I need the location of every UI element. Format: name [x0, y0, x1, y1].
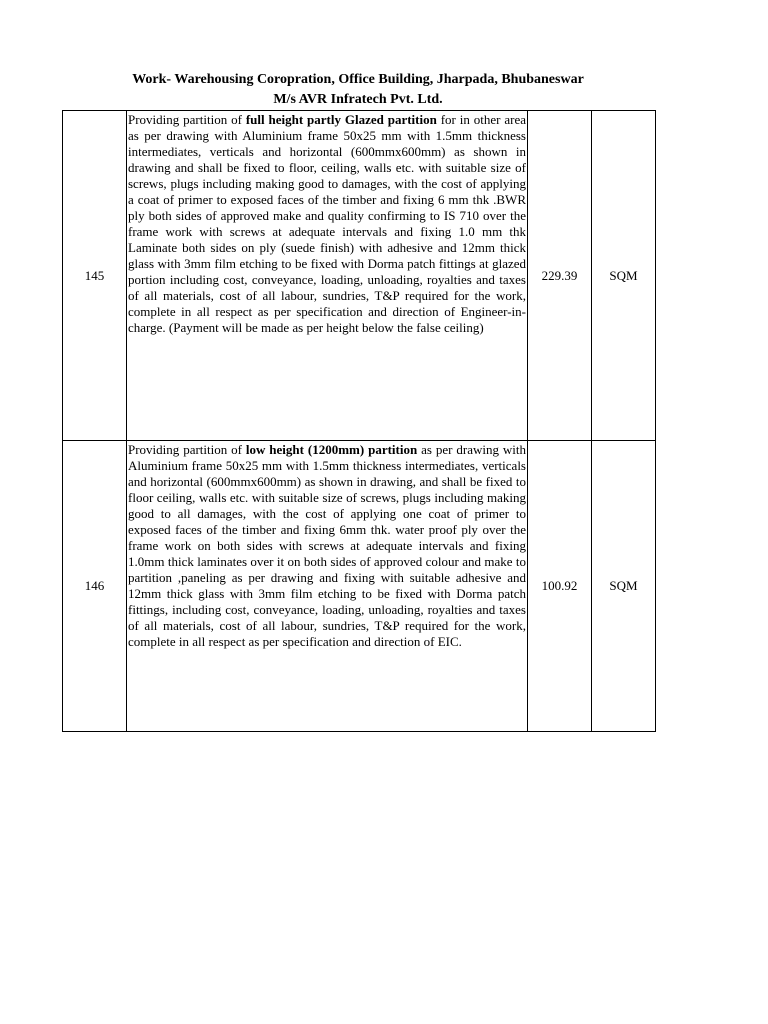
item-unit: SQM — [592, 441, 656, 732]
description-text: as per drawing with Aluminium frame 50x25 mm with 1.5mm thickness intermediates, verticals and horizontal (600mmx600mm) as shown in drawing, and shall be fixed to floor ceiling, walls etc. with suitable size of screws, plugs including making good to all damages, with the cost of applying one coat of primer to exposed faces of the timber and fixing 6mm thk. water proof ply over the frame work on both sides with screws at adequate intervals and fixing 1.0mm thick laminates over it on both sides of approved colour and make to partition ,paneling as per drawing and fixing with suitable adhesive and 12mm thick glass with 3mm film etching to be fixed with Dorma patch fittings, including cost, conveyance, loading, unloading, royalties and taxes of all materials, cost of all labour, sundries, T&P required for the work, complete in all respect as per specification and direction of EIC. — [128, 442, 526, 649]
document-header — [62, 70, 654, 110]
description-bold-text: full height partly Glazed partition — [245, 112, 437, 127]
contractor-name: M/s AVR Infratech Pvt. Ltd. — [273, 92, 443, 107]
item-description — [127, 111, 528, 441]
description-text: Providing partition of — [128, 442, 246, 457]
item-number: 145 — [63, 111, 127, 441]
description-text: for in other area as per drawing with Aluminium frame 50x25 mm with 1.5mm thickness intermediates, verticals and horizontal (600mmx600mm) as shown in drawing and shall be fixed to floor, ceiling, walls etc. with suitable size of screws, plugs including making good to damages, with the cost of applying a coat of primer to exposed faces of the timber and fixing 6 mm thk .BWR ply both sides of approved make and quality confirming to IS 710 over the frame work with screws at adequate intervals and fixing 1.0 mm thk Laminate both sides on ply (suede finish) with adhesive and 12mm thick glass with 3mm film etching to be fixed with Dorma patch fittings at glazed portion including cost, conveyance, loading, unloading, royalties and taxes of all materials, cost of all labour, sundries, T&P required for the work, complete in all respect as per specification and direction of Engineer-in-charge. (Payment will be made as per height below the false ceiling) — [128, 112, 526, 335]
item-unit: SQM — [592, 111, 656, 441]
item-quantity: 229.39 — [528, 111, 592, 441]
item-quantity: 100.92 — [528, 441, 592, 732]
table-row — [63, 111, 656, 441]
work-title: Work- Warehousing Coropration, Office Building, Jharpada, Bhubaneswar — [132, 72, 584, 87]
description-bold-text: low height (1200mm) partition — [245, 442, 418, 457]
item-description — [127, 441, 528, 732]
table-row — [63, 441, 656, 732]
item-number: 146 — [63, 441, 127, 732]
bill-of-quantities-table — [62, 110, 656, 732]
description-text: Providing partition of — [128, 112, 246, 127]
